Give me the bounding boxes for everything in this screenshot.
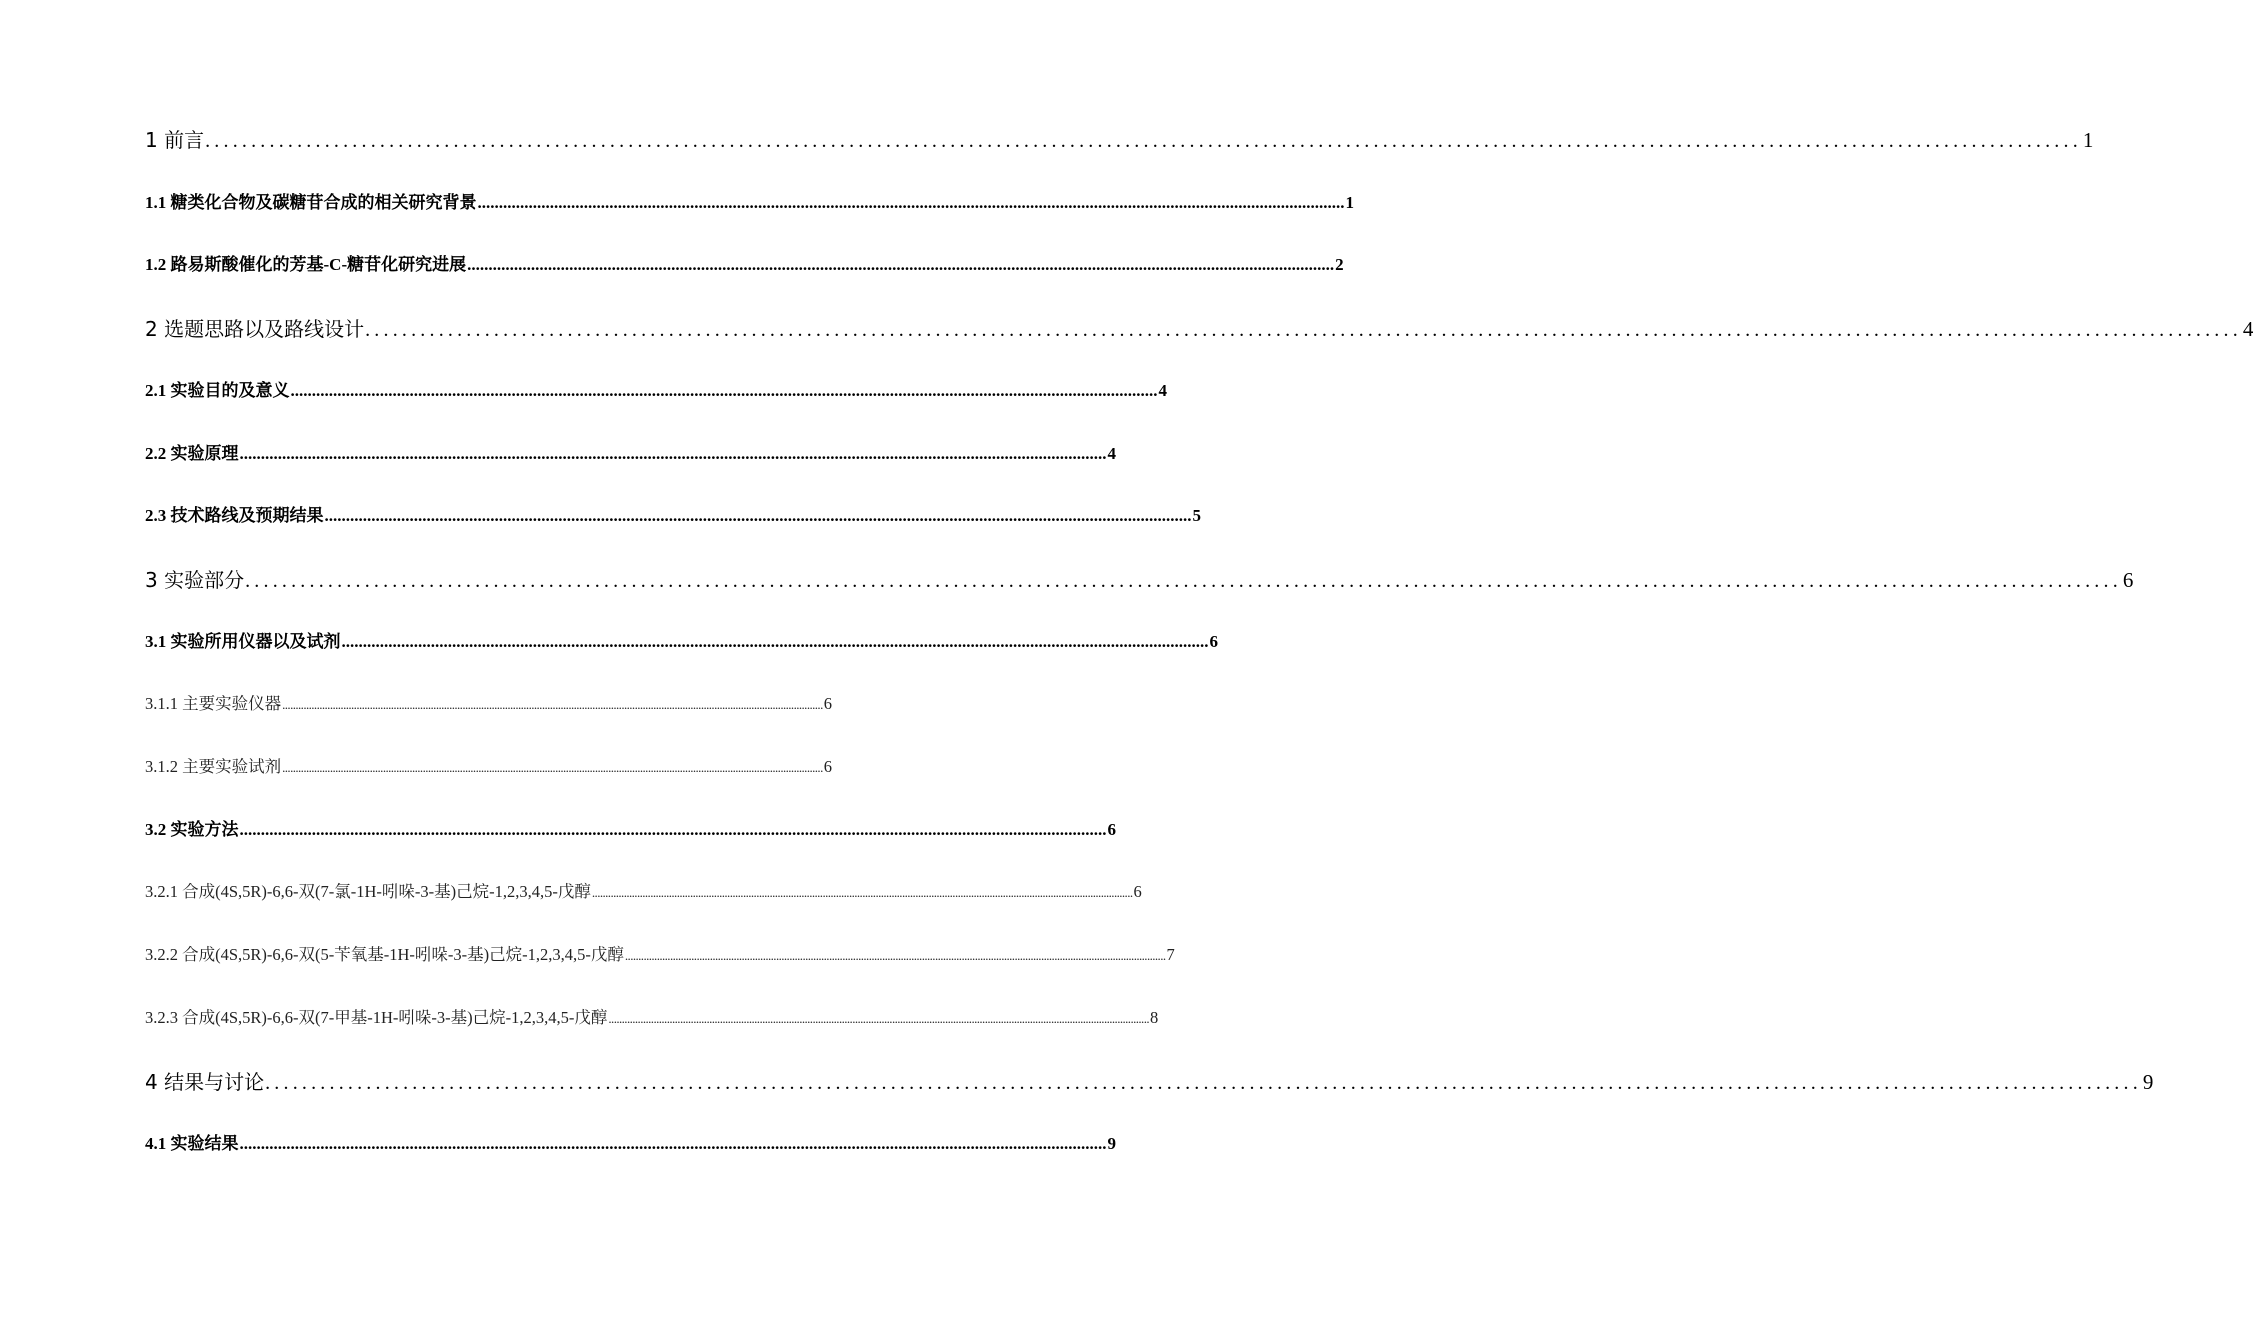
toc-page-number: 9 xyxy=(1107,1134,1116,1153)
toc-entry-title: 1.1 糖类化合物及碳糖苷合成的相关研究背景 xyxy=(145,193,477,212)
toc-entry-title: 2.2 实验原理 xyxy=(145,444,239,463)
toc-leader-dots: ............................................................................................................................................................................................................ xyxy=(239,444,1107,463)
toc-entry-title: 1.2 路易斯酸催化的芳基-C-糖苷化研究进展 xyxy=(145,255,467,274)
toc-leader-dots: ............................................................................................................................................................................................................ xyxy=(239,1134,1107,1153)
toc-entry-3-2[interactable] xyxy=(145,820,1116,840)
toc-entry-title: 3.1.2 主要实验试剂 xyxy=(145,757,282,776)
toc-page-number: 4 xyxy=(1158,381,1167,400)
toc-leader-dots: ............................................................................................................................................................................................................ xyxy=(239,820,1107,839)
toc-page-number: 6 xyxy=(823,694,832,713)
toc-leader-dots: ............................................................................................................................................................................................................ xyxy=(245,570,2122,592)
toc-page-number: 6 xyxy=(2122,568,2134,592)
toc-leader-dots: ............................................................................................................................................................................................................ xyxy=(477,193,1345,212)
toc-entry-title: 4.1 实验结果 xyxy=(145,1134,239,1153)
toc-leader-dots: ............................................................................................................................................................................................................ xyxy=(467,255,1335,274)
toc-entry-2-2[interactable] xyxy=(145,444,1116,464)
toc-page-number: 6 xyxy=(1209,632,1218,651)
toc-entry-title: 3.2.1 合成(4S,5R)-6,6-双(7-氯-1H-吲哚-3-基)己烷-1,2,3,4,5-戊醇 xyxy=(145,882,591,901)
toc-entry-4[interactable] xyxy=(145,1070,2154,1095)
toc-entry-title: 3.2.2 合成(4S,5R)-6,6-双(5-苄氧基-1H-吲哚-3-基)己烷-1,2,3,4,5-戊醇 xyxy=(145,945,624,964)
toc-page-number: 6 xyxy=(823,757,832,776)
toc-entry-3-2-3[interactable] xyxy=(145,1008,1159,1028)
toc-entry-2[interactable] xyxy=(145,317,2253,342)
toc-entry-title: 3 实验部分 xyxy=(145,568,245,592)
toc-entry-1-1[interactable] xyxy=(145,193,1354,213)
toc-page-number: 1 xyxy=(2082,128,2094,152)
toc-leader-dots: ............................................................................................................................................................................................................ xyxy=(282,760,823,775)
toc-entry-3[interactable] xyxy=(145,568,2134,593)
toc-entry-title: 3.1 实验所用仪器以及试剂 xyxy=(145,632,341,651)
toc-leader-dots: ............................................................................................................................................................................................................ xyxy=(290,381,1158,400)
toc-page-number: 1 xyxy=(1345,193,1354,212)
toc-entry-title: 4 结果与讨论 xyxy=(145,1070,265,1094)
toc-entry-1[interactable] xyxy=(145,128,2094,153)
toc-entry-title: 3.2 实验方法 xyxy=(145,820,239,839)
toc-leader-dots: ............................................................................................................................................................................................................ xyxy=(341,632,1209,651)
toc-page-number: 5 xyxy=(1192,506,1201,525)
toc-page-number: 6 xyxy=(1133,882,1142,901)
toc-entry-title: 3.1.1 主要实验仪器 xyxy=(145,694,282,713)
toc-page-number: 2 xyxy=(1335,255,1344,274)
toc-page-number: 9 xyxy=(2142,1070,2154,1094)
toc-entry-3-1-2[interactable] xyxy=(145,757,832,777)
toc-entry-title: 2.1 实验目的及意义 xyxy=(145,381,290,400)
toc-page-number: 8 xyxy=(1150,1008,1159,1027)
toc-page-number: 4 xyxy=(1107,444,1116,463)
toc-entry-4-1[interactable] xyxy=(145,1134,1116,1154)
toc-entry-2-3[interactable] xyxy=(145,506,1201,526)
toc-leader-dots: ............................................................................................................................................................................................................ xyxy=(624,948,1166,963)
toc-entry-title: 3.2.3 合成(4S,5R)-6,6-双(7-甲基-1H-吲哚-3-基)己烷-1,2,3,4,5-戊醇 xyxy=(145,1008,608,1027)
toc-entry-3-1-1[interactable] xyxy=(145,694,832,714)
toc-entry-2-1[interactable] xyxy=(145,381,1167,401)
toc-entry-3-2-2[interactable] xyxy=(145,945,1175,965)
toc-entry-3-1[interactable] xyxy=(145,632,1218,652)
toc-leader-dots: ............................................................................................................................................................................................................ xyxy=(205,130,2082,152)
toc-entry-title: 2.3 技术路线及预期结果 xyxy=(145,506,324,525)
toc-leader-dots: ............................................................................................................................................................................................................ xyxy=(324,506,1192,525)
toc-page-number: 7 xyxy=(1166,945,1175,964)
toc-entry-title: 2 选题思路以及路线设计 xyxy=(145,317,365,341)
toc-leader-dots: ............................................................................................................................................................................................................ xyxy=(365,319,2242,341)
toc-leader-dots: ............................................................................................................................................................................................................ xyxy=(591,885,1133,900)
toc-entry-title: 1 前言 xyxy=(145,128,205,152)
toc-page-number: 6 xyxy=(1107,820,1116,839)
toc-entry-3-2-1[interactable] xyxy=(145,882,1142,902)
toc-leader-dots: ............................................................................................................................................................................................................ xyxy=(282,697,823,712)
toc-leader-dots: ............................................................................................................................................................................................................ xyxy=(265,1072,2142,1094)
toc-leader-dots: ............................................................................................................................................................................................................ xyxy=(608,1011,1150,1026)
toc-entry-1-2[interactable] xyxy=(145,255,1344,275)
toc-page-number: 4 xyxy=(2242,317,2253,341)
